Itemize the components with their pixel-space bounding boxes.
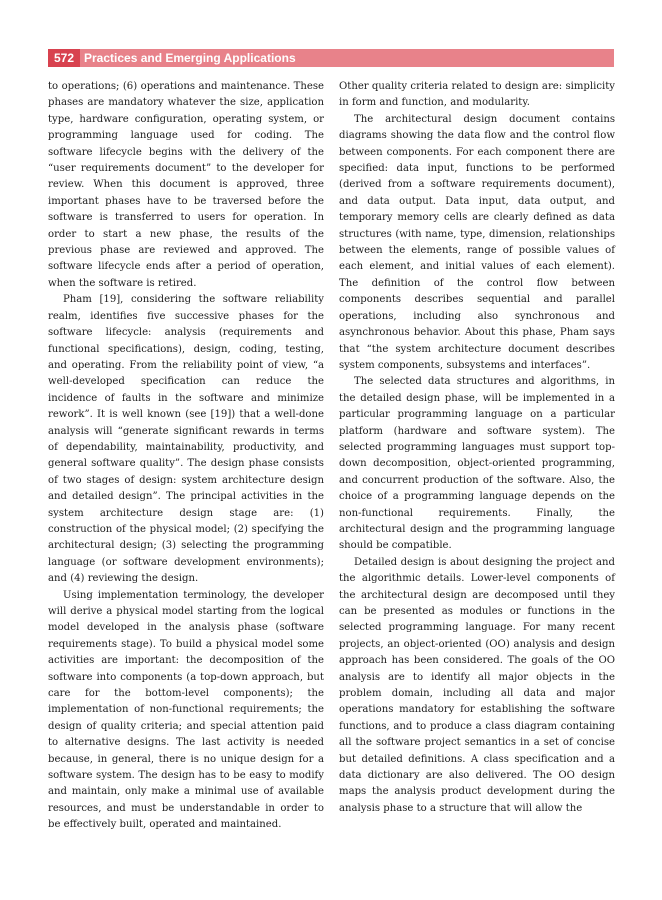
right-column [339,79,615,817]
paragraph: Other quality criteria related to design are: simplicity in form and function, and modularity. [339,81,615,109]
running-title: Practices and Emerging Applications [84,51,296,65]
paragraph: The architectural design document contains diagrams showing the data flow and the control flow between components. For each component there are specified: data input, functions to be performed (derived from a software requirements document), and data output. Data input, data output, and temporary memory cells are clearly defined as data structures (with name, type, dimension, relationships between the elements, range of possible values of each element, and initial values of each element). The definition of the control flow between components describes sequential and parallel operations, including also synchronous and asynchronous behavior. About this phase, Pham says that “the system architecture document describes system components, subsystems and interfaces”. [339,113,615,371]
paragraph: to operations; (6) operations and maintenance. These phases are mandatory whatever the size, application type, hardware configuration, operating system, or programming language used for coding. The software lifecycle begins with the delivery of the “user requirements document” to the developer for review. When this document is approved, three important phases have to be traversed before the software is transferred to users for operation. In order to start a new phase, the results of the previous phase are reviewed and approved. The software lifecycle ends after a period of operation, when the software is retired. [48,81,324,289]
page-number: 572 [48,49,80,67]
paragraph: Pham [19], considering the software reliability realm, identifies five successive phases for the software lifecycle: analysis (requirements and functional specifications), design, coding, testing, and operating. From the reliability point of view, “a well-developed specification can reduce the incidence of faults in the software and minimize rework”. It is well known (see [19]) that a well-done analysis will “generate significant rewards in terms of dependability, maintainability, productivity, and general software quality”. The design phase consists of two stages of design: system architecture design and detailed design”. The principal activities in the system architecture design stage are: (1) construction of the physical model; (2) specifying the architectural design; (3) selecting the programming language (or software development environments); and (4) reviewing the design. [48,294,324,585]
left-column [48,79,324,834]
paragraph: The selected data structures and algorithms, in the detailed design phase, will be implemented in a particular programming language on a particular platform (hardware and software system). The selected programming languages must support top-down decomposition, object-oriented programming, and concurrent production of the software. Also, the choice of a programming language depends on the non-functional requirements. Finally, the architectural design and the programming language should be compatible. [339,376,615,552]
paragraph: Using implementation terminology, the developer will derive a physical model starting from the logical model developed in the analysis phase (software requirements stage). To build a physical model some activities are important: the decomposition of the software into components (a top-down approach, but care for the bottom-level components); the implementation of non-functional requirements; the design of quality criteria; and special attention paid to alternative designs. The last activity is needed because, in general, there is no unique design for a software system. The design has to be easy to modify and maintain, only make a minimal use of available resources, and must be understandable in order to be effectively built, operated and maintained. [48,589,324,831]
paragraph: Detailed design is about designing the project and the algorithmic details. Lower-level components of the architectural design are decomposed until they can be presented as modules or functions in the selected programming language. For many recent projects, an object-oriented (OO) analysis and design approach has been considered. The goals of the OO analysis are to identify all major objects in the problem domain, including all data and major operations mandatory for establishing the software functions, and to produce a class diagram containing all the software project semantics in a set of concise but detailed definitions. A class specification and a data dictionary are also delivered. The OO design maps the analysis product development during the analysis phase to a structure that will allow the [339,556,615,814]
